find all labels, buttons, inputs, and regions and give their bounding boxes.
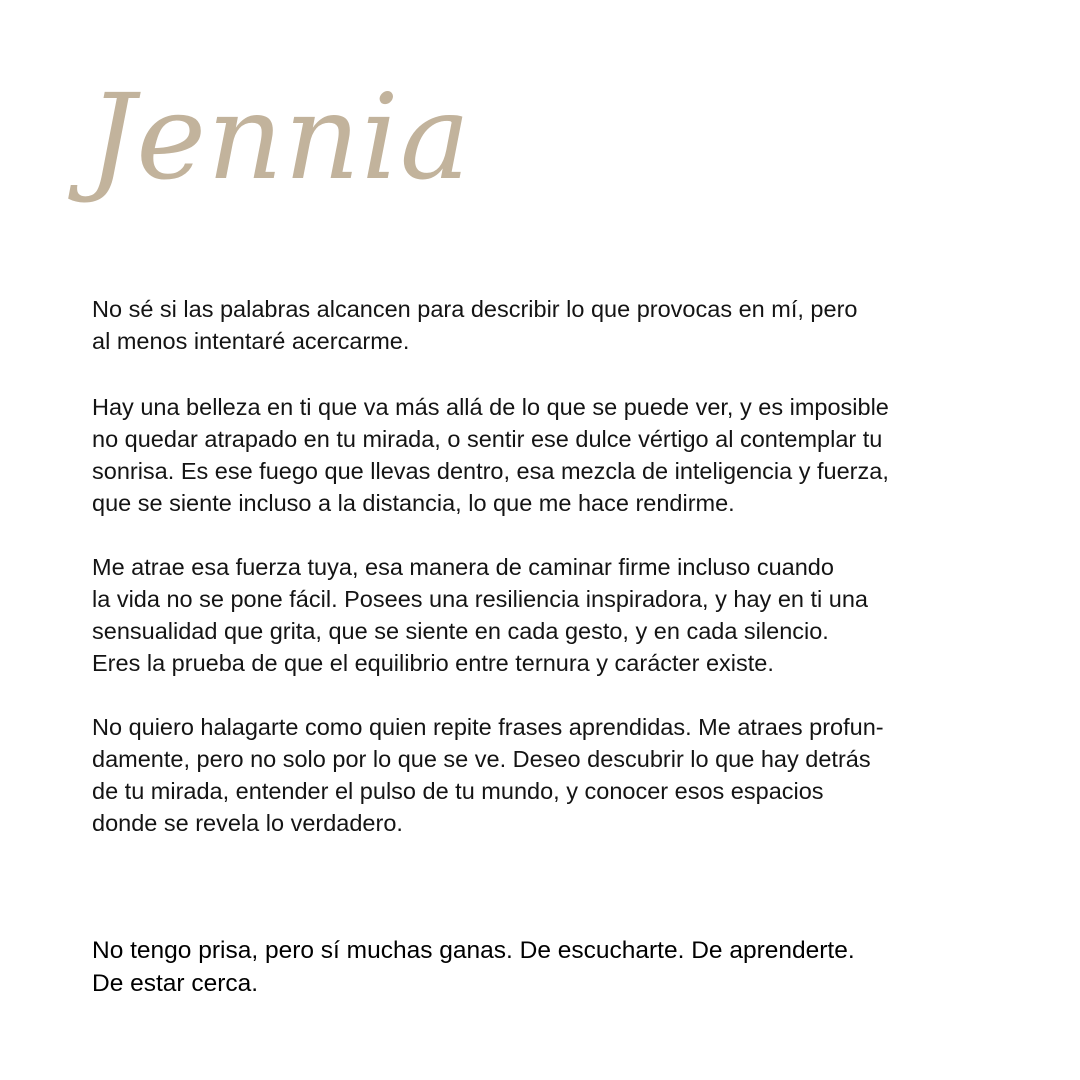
closing-statement — [92, 934, 855, 1000]
paragraph-2-line-2: no quedar atrapado en tu mirada, o sentir ese dulce vértigo al contemplar tu — [92, 426, 883, 452]
paragraph-4-line-1: No quiero halagarte como quien repite frases aprendidas. Me atraes profun- — [92, 714, 884, 740]
paragraph-3 — [92, 551, 992, 679]
closing-line-1: No tengo prisa, pero sí muchas ganas. De escucharte. De aprenderte. — [92, 937, 855, 964]
paragraph-2-line-1: Hay una belleza en ti que va más allá de lo que se puede ver, y es imposible — [92, 394, 889, 420]
paragraph-3-line-1: Me atrae esa fuerza tuya, esa manera de caminar firme incluso cuando — [92, 554, 834, 580]
closing-line-2: De estar cerca. — [92, 970, 259, 997]
paragraph-2-line-3: sonrisa. Es ese fuego que llevas dentro, esa mezcla de inteligencia y fuerza, — [92, 458, 889, 484]
paragraph-2-line-4: que se siente incluso a la distancia, lo que me hace rendirme. — [92, 490, 735, 516]
paragraph-1-line-1: No sé si las palabras alcancen para describir lo que provocas en mí, pero — [92, 296, 858, 322]
paragraph-1 — [92, 293, 992, 357]
paragraph-3-line-2: la vida no se pone fácil. Posees una resiliencia inspiradora, y hay en ti una — [92, 586, 868, 612]
paragraph-4 — [92, 711, 992, 839]
paragraph-3-line-3: sensualidad que grita, que se siente en cada gesto, y en cada silencio. — [92, 618, 829, 644]
paragraph-4-line-3: de tu mirada, entender el pulso de tu mundo, y conocer esos espacios — [92, 778, 824, 804]
paragraph-4-line-2: damente, pero no solo por lo que se ve. Deseo descubrir lo que hay detrás — [92, 746, 871, 772]
paragraph-1-line-2: al menos intentaré acercarme. — [92, 328, 410, 354]
title-jennia: Jennia — [88, 68, 472, 206]
paragraph-3-line-4: Eres la prueba de que el equilibrio entre ternura y carácter existe. — [92, 650, 774, 676]
paragraph-2 — [92, 391, 992, 519]
paragraph-4-line-4: donde se revela lo verdadero. — [92, 810, 403, 836]
